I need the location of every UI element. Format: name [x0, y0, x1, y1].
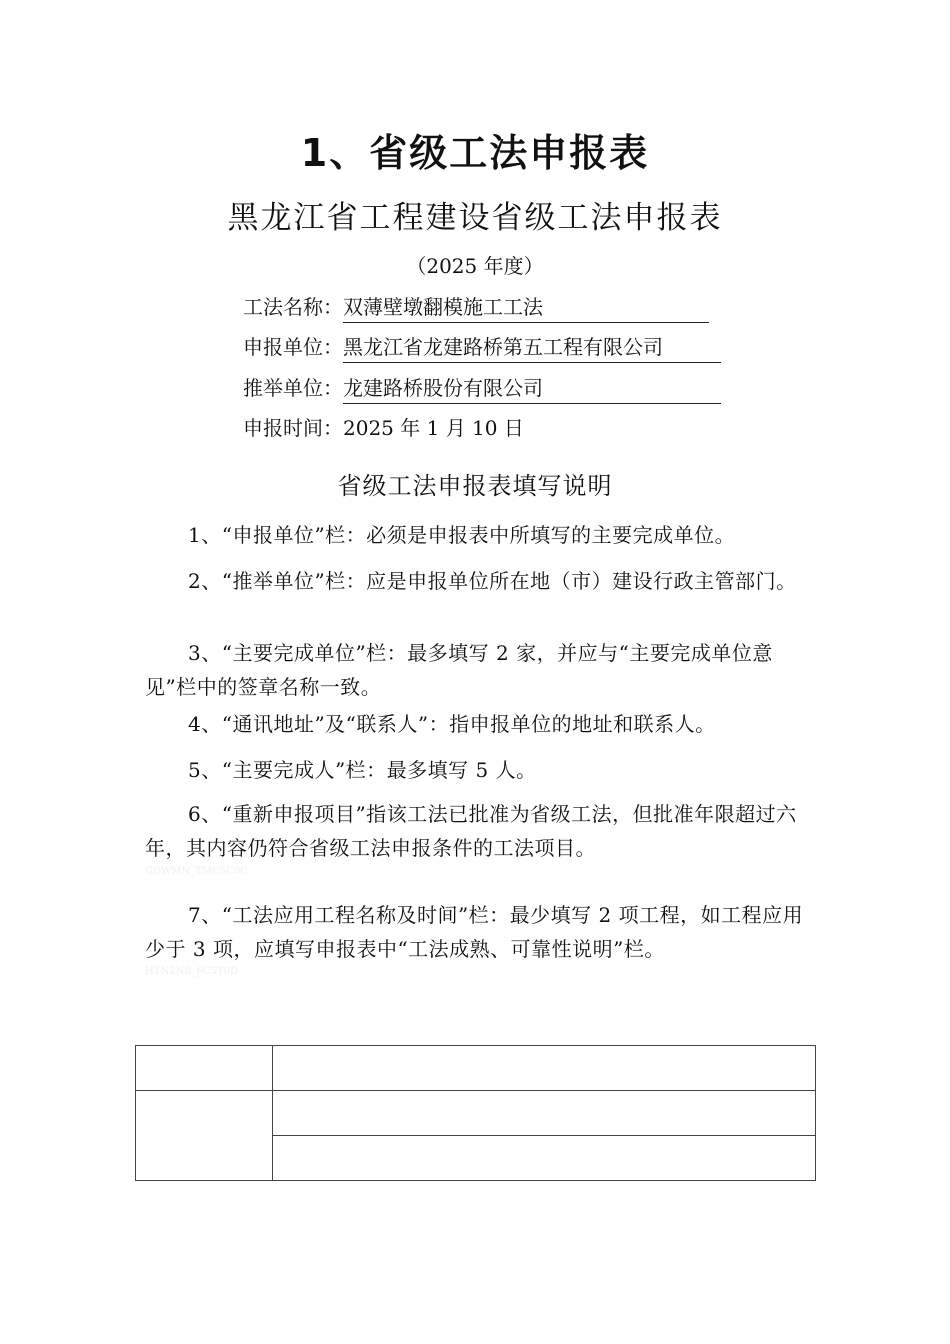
instruction-item: 1、“申报单位”栏：必须是申报表中所填写的主要完成单位。 [188, 523, 736, 547]
field-value: 双薄壁墩翻模施工工法 [343, 292, 709, 323]
instruction-item: 2、“推举单位”栏：应是申报单位所在地（市）建设行政主管部门。 [188, 569, 797, 593]
form-table [135, 1045, 816, 1181]
faint-mark: GDWMN_TMC5C0C [145, 866, 248, 877]
field-label: 申报时间： [243, 416, 343, 440]
field-recommender [243, 373, 721, 403]
table-cell [273, 1136, 816, 1181]
field-label: 工法名称： [243, 295, 343, 319]
form-year: （2025 年度） [406, 254, 544, 278]
form-title: 黑龙江省工程建设省级工法申报表 [227, 200, 723, 236]
table-row [136, 1046, 816, 1091]
table-cell [273, 1046, 816, 1091]
instructions-title: 省级工法申报表填写说明 [337, 472, 613, 500]
field-value: 龙建路桥股份有限公司 [343, 373, 721, 404]
table-row [136, 1091, 816, 1136]
field-value: 2025 年 1 月 10 日 [343, 416, 524, 440]
field-label: 推举单位： [243, 376, 343, 400]
faint-mark: HTN2NB_6C5T0D [145, 966, 239, 977]
table-cell [136, 1046, 273, 1091]
field-date [243, 413, 524, 443]
instruction-item: 5、“主要完成人”栏：最多填写 5 人。 [188, 758, 537, 782]
field-label: 申报单位： [243, 335, 343, 359]
page-heading: 1、省级工法申报表 [300, 131, 650, 175]
instruction-item: 3、“主要完成单位”栏：最多填写 2 家，并应与“主要完成单位意见”栏中的签章名称一致。 [145, 641, 773, 699]
field-applicant [243, 332, 721, 362]
field-method-name [243, 292, 709, 322]
field-value: 黑龙江省龙建路桥第五工程有限公司 [343, 332, 721, 363]
instruction-item: 7、“工法应用工程名称及时间”栏：最少填写 2 项工程，如工程应用少于 3 项，应填写申报表中“工法成熟、可靠性说明”栏。 [145, 903, 804, 961]
instruction-item: 4、“通讯地址”及“联系人”：指申报单位的地址和联系人。 [188, 712, 716, 736]
table-cell [136, 1091, 273, 1181]
instruction-item: 6、“重新申报项目”指该工法已批准为省级工法，但批准年限超过六年，其内容仍符合省级工法申报条件的工法项目。 [145, 802, 797, 860]
table-cell [273, 1091, 816, 1136]
